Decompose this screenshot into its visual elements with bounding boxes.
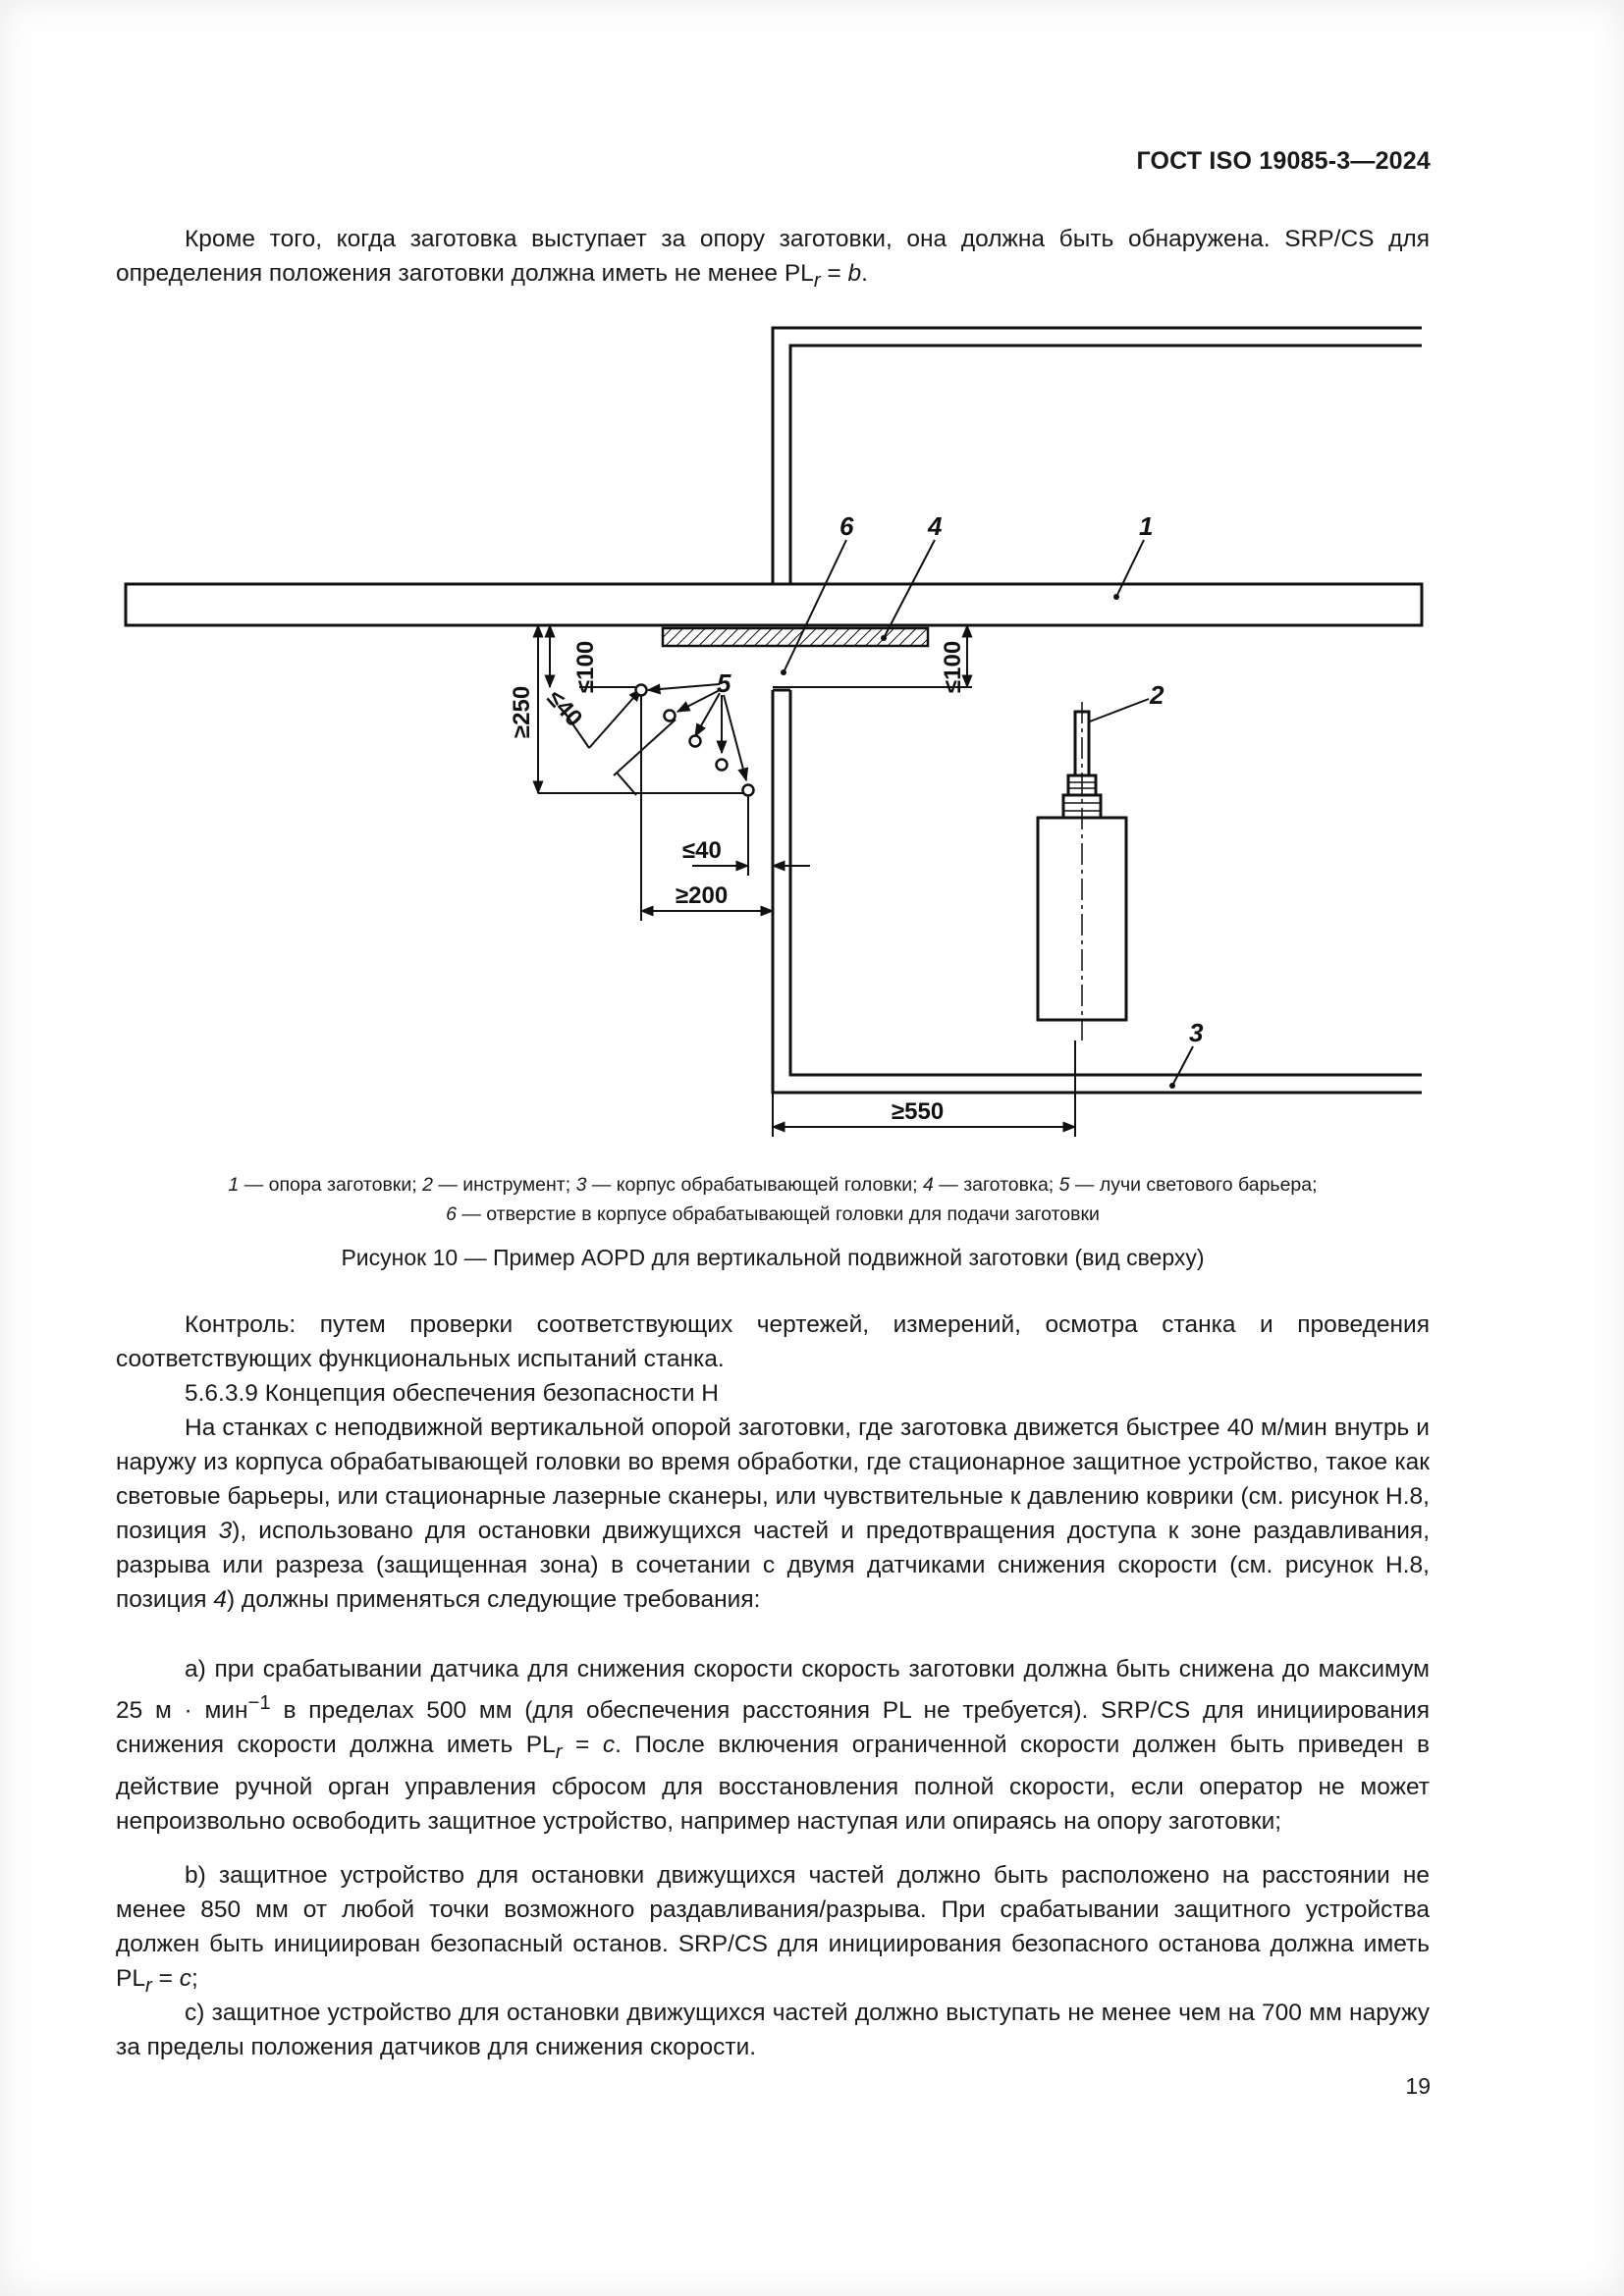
intro-eq: = — [820, 260, 848, 287]
intro-line-2-pre: для определения положения заготовки должна иметь не менее PL — [116, 226, 1430, 287]
label-1: 1 — [1139, 511, 1154, 541]
dim-ge200: ≥200 — [676, 882, 729, 909]
figure-legend — [116, 1170, 1430, 1229]
light-beam-4 — [717, 760, 728, 771]
body-paragraph-1: На станках с неподвижной вертикальной опорой заготовки, где заготовка движется быстрее 40 м/мин внутрь и наружу из корпуса обрабатывающей головки во время обработки, где стационарное защитное устройство, такое как световые барьеры, или стационарные лазерные сканеры, или чувствительные к давлению коврики (см. рисунок H.8, позиция 3), использовано для остановки движущихся частей и предотвращения доступа к зоне раздавливания, разрыва или разреза (защищенная зона) в сочетании с двумя датчиками снижения скорости (см. рисунок H.8, позиция 4) должны применяться следующие требования: — [116, 1415, 1431, 1613]
dim-le40: ≤40 — [682, 837, 722, 864]
control-paragraph: Контроль: путем проверки соответствующих чертежей, измерений, осмотра станка и проведения соответствующих функциональных испытаний станка. — [116, 1311, 1430, 1372]
intro-line-1: Кроме того, когда заготовка выступает за опору заготовки, она должна быть обнаружена. SRP/CS — [185, 226, 1375, 252]
dim-ge550: ≥550 — [892, 1098, 945, 1125]
item-a: a) при срабатывании датчика для снижения скорости скорость заготовки должна быть снижена до максимум 25 м · мин$^{-1}$ в пределах 500 мм (для обеспечения расстояния PL не требуется). SRP/CS для инициирования снижения скорости должна иметь $PL_r = c$. После включения ограниченной скорости должен быть приведен в действие ручной орган управления сбросом для восстановления полной скорости, если оператор не может непроизвольно освободить защитное устройство, например наступая или опираясь на опору заготовки; — [116, 1656, 1430, 1836]
legend-line-2: 6 — отверстие в корпусе обрабатывающей головки для подачи заготовки — [446, 1203, 1100, 1225]
dim-le100-right: ≤100 — [940, 640, 966, 693]
light-beam-3 — [690, 736, 701, 747]
figure-caption: Рисунок 10 — Пример AOPD для вертикальной подвижной заготовки (вид сверху) — [341, 1245, 1205, 1270]
legend-line-1: 1 — опора заготовки; 2 — инструмент; 3 — корпус обрабатывающей головки; 4 — заготовка; 5 — лучи светового барьера; — [228, 1174, 1318, 1196]
dim-le100-left: ≤100 — [572, 640, 599, 693]
housing-upper — [773, 328, 1422, 584]
workpiece-support — [126, 584, 1422, 625]
label-5: 5 — [717, 668, 731, 698]
housing-lower — [773, 690, 1422, 1093]
dim-ge250: ≥250 — [509, 685, 535, 738]
document-header: ГОСТ ISO 19085-3—2024 — [1136, 147, 1431, 175]
item-b: b) защитное устройство для остановки движущихся частей должно быть расположено на расстоянии не менее 850 мм от любой точки возможного раздавливания/разрыва. При срабатывании защитного устройства должен быть инициирован безопасный останов. SRP/CS для инициирования безопасного останова должна иметь $PL_r = c$; — [116, 1862, 1430, 1997]
light-beam-2 — [665, 711, 676, 721]
label-4: 4 — [928, 511, 943, 541]
section-title: 5.6.3.9 Концепция обеспечения безопасности H — [185, 1380, 720, 1407]
intro-end: . — [861, 260, 868, 287]
intro-subscript: r — [813, 269, 821, 292]
page-number: 19 — [1405, 2073, 1431, 2099]
label-3: 3 — [1189, 1018, 1204, 1047]
label-6: 6 — [839, 511, 854, 541]
light-beam-5 — [743, 785, 754, 796]
label-2: 2 — [1150, 680, 1164, 710]
light-beam-1 — [636, 685, 647, 696]
item-c: c) защитное устройство для остановки движущихся частей должно выступать не менее чем на 700 мм наружу за пределы положения датчиков для снижения скорости. — [116, 2000, 1430, 2060]
dim-le40-diagonal: ≤40 — [541, 684, 588, 732]
intro-value: b — [847, 260, 862, 287]
